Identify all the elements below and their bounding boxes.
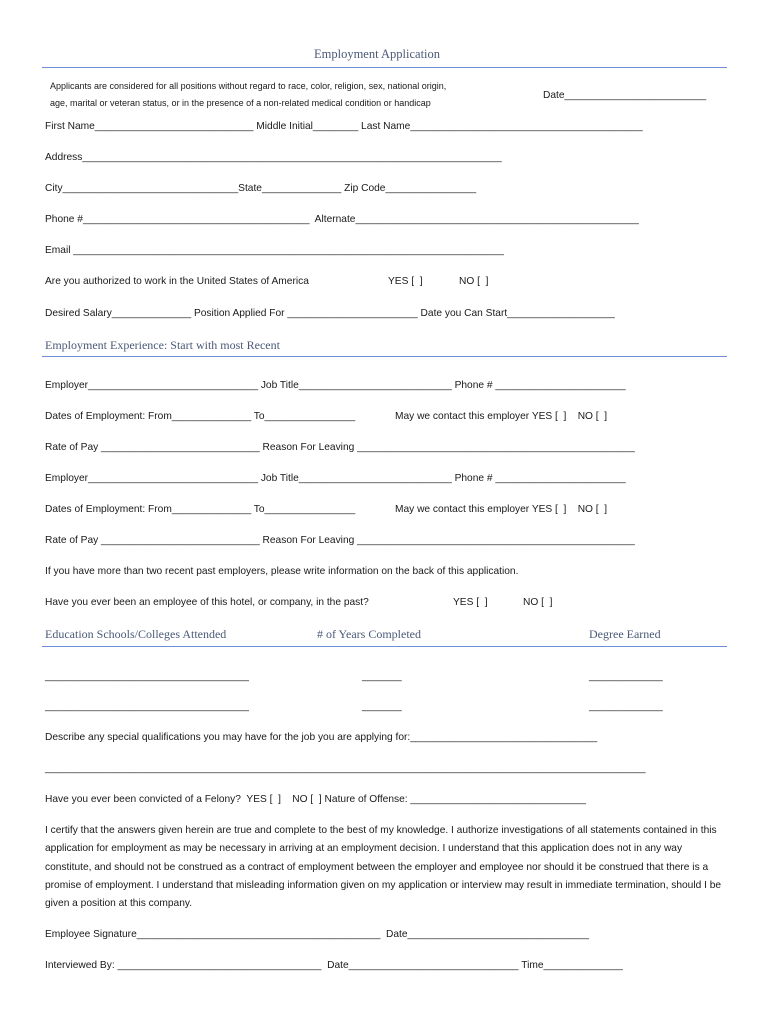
employer-1-dates-fields[interactable]: Dates of Employment: From______________ To________________ (45, 411, 356, 422)
form-title: Employment Application (314, 47, 441, 61)
title-divider (42, 67, 727, 68)
education-degree-heading: Degree Earned (589, 627, 661, 641)
employer-2-pay-reason-fields[interactable]: Rate of Pay ____________________________ Reason For Leaving _________________________________________________ (45, 535, 635, 546)
felony-question-fields[interactable]: Have you ever been convicted of a Felony? YES [ ] NO [ ] Nature of Offense: _______________________________ (45, 794, 587, 805)
application-date-field[interactable]: Date_________________________ (543, 90, 707, 101)
education-years-heading: # of Years Completed (317, 627, 421, 641)
employment-experience-heading: Employment Experience: Start with most Recent (45, 338, 280, 352)
previous-employee-no-checkbox[interactable]: NO [ ] (523, 597, 553, 608)
special-qualifications-continuation-field[interactable]: __________________________________________________________________________________________________________ (45, 763, 646, 774)
education-row-2-degree-field[interactable]: _____________ (589, 701, 663, 712)
previous-employee-question: Have you ever been an employee of this hotel, or company, in the past? (45, 597, 369, 608)
education-row-1-years-field[interactable]: _______ (362, 671, 402, 682)
email-field[interactable]: Email ____________________________________________________________________________ (45, 245, 504, 256)
education-row-1-school-field[interactable]: ____________________________________ (45, 671, 249, 682)
special-qualifications-field[interactable]: Describe any special qualifications you may have for the job you are applying for:_________________________________ (45, 732, 598, 743)
work-authorization-no-checkbox[interactable]: NO [ ] (459, 276, 489, 287)
interviewer-date-time-fields[interactable]: Interviewed By: ____________________________________ Date______________________________ Time______________ (45, 960, 623, 971)
salary-position-start-fields[interactable]: Desired Salary______________ Position Applied For _______________________ Date you Can Start___________________ (45, 308, 615, 319)
city-state-zip-fields[interactable]: City_______________________________State______________ Zip Code________________ (45, 183, 477, 194)
address-field[interactable]: Address__________________________________________________________________________ (45, 152, 502, 163)
more-employers-note: If you have more than two recent past employers, please write information on the back of this application. (45, 566, 519, 577)
employee-signature-date-fields[interactable]: Employee Signature___________________________________________ Date________________________________ (45, 929, 589, 940)
eeo-notice-line-2: age, marital or veteran status, or in the presence of a non-related medical condition or handicap (50, 98, 431, 108)
employer-2-dates-fields[interactable]: Dates of Employment: From______________ To________________ (45, 504, 356, 515)
employer-1-contact-checkboxes[interactable]: May we contact this employer YES [ ] NO [ ] (395, 411, 608, 422)
education-schools-heading: Education Schools/Colleges Attended (45, 627, 227, 641)
employment-section-divider (42, 356, 727, 357)
previous-employee-yes-checkbox[interactable]: YES [ ] (453, 597, 488, 608)
work-authorization-question: Are you authorized to work in the United States of America (45, 276, 309, 287)
employer-1-fields[interactable]: Employer______________________________ Job Title___________________________ Phone # _______________________ (45, 380, 626, 391)
eeo-notice-line-1: Applicants are considered for all positions without regard to race, color, religion, sex, national origin, (50, 81, 447, 91)
employer-2-contact-checkboxes[interactable]: May we contact this employer YES [ ] NO [ ] (395, 504, 608, 515)
education-row-2-years-field[interactable]: _______ (362, 701, 402, 712)
phone-fields[interactable]: Phone #________________________________________ Alternate__________________________________________________ (45, 214, 639, 225)
education-row-2-school-field[interactable]: ____________________________________ (45, 701, 249, 712)
work-authorization-yes-checkbox[interactable]: YES [ ] (388, 276, 423, 287)
education-row-1-degree-field[interactable]: _____________ (589, 671, 663, 682)
employer-1-pay-reason-fields[interactable]: Rate of Pay ____________________________ Reason For Leaving _________________________________________________ (45, 442, 635, 453)
certification-statement: I certify that the answers given herein are true and complete to the best of my knowledge. I authorize investigations of all statements contained in this application for employment as may be necessary in arriving at an employment decision. I understand that this application does not in any way constitute, and should not be construed as a contract of employment between the employer and employee nor should it be construed that there is a promise of employment. I understand that misleading information given on my application or interview may result in immediate termination, should I be given a position at this company. (45, 825, 722, 910)
education-section-divider (42, 646, 727, 647)
name-fields[interactable]: First Name____________________________ Middle Initial________ Last Name_________________________________________ (45, 121, 643, 132)
employer-2-fields[interactable]: Employer______________________________ Job Title___________________________ Phone # _______________________ (45, 473, 626, 484)
